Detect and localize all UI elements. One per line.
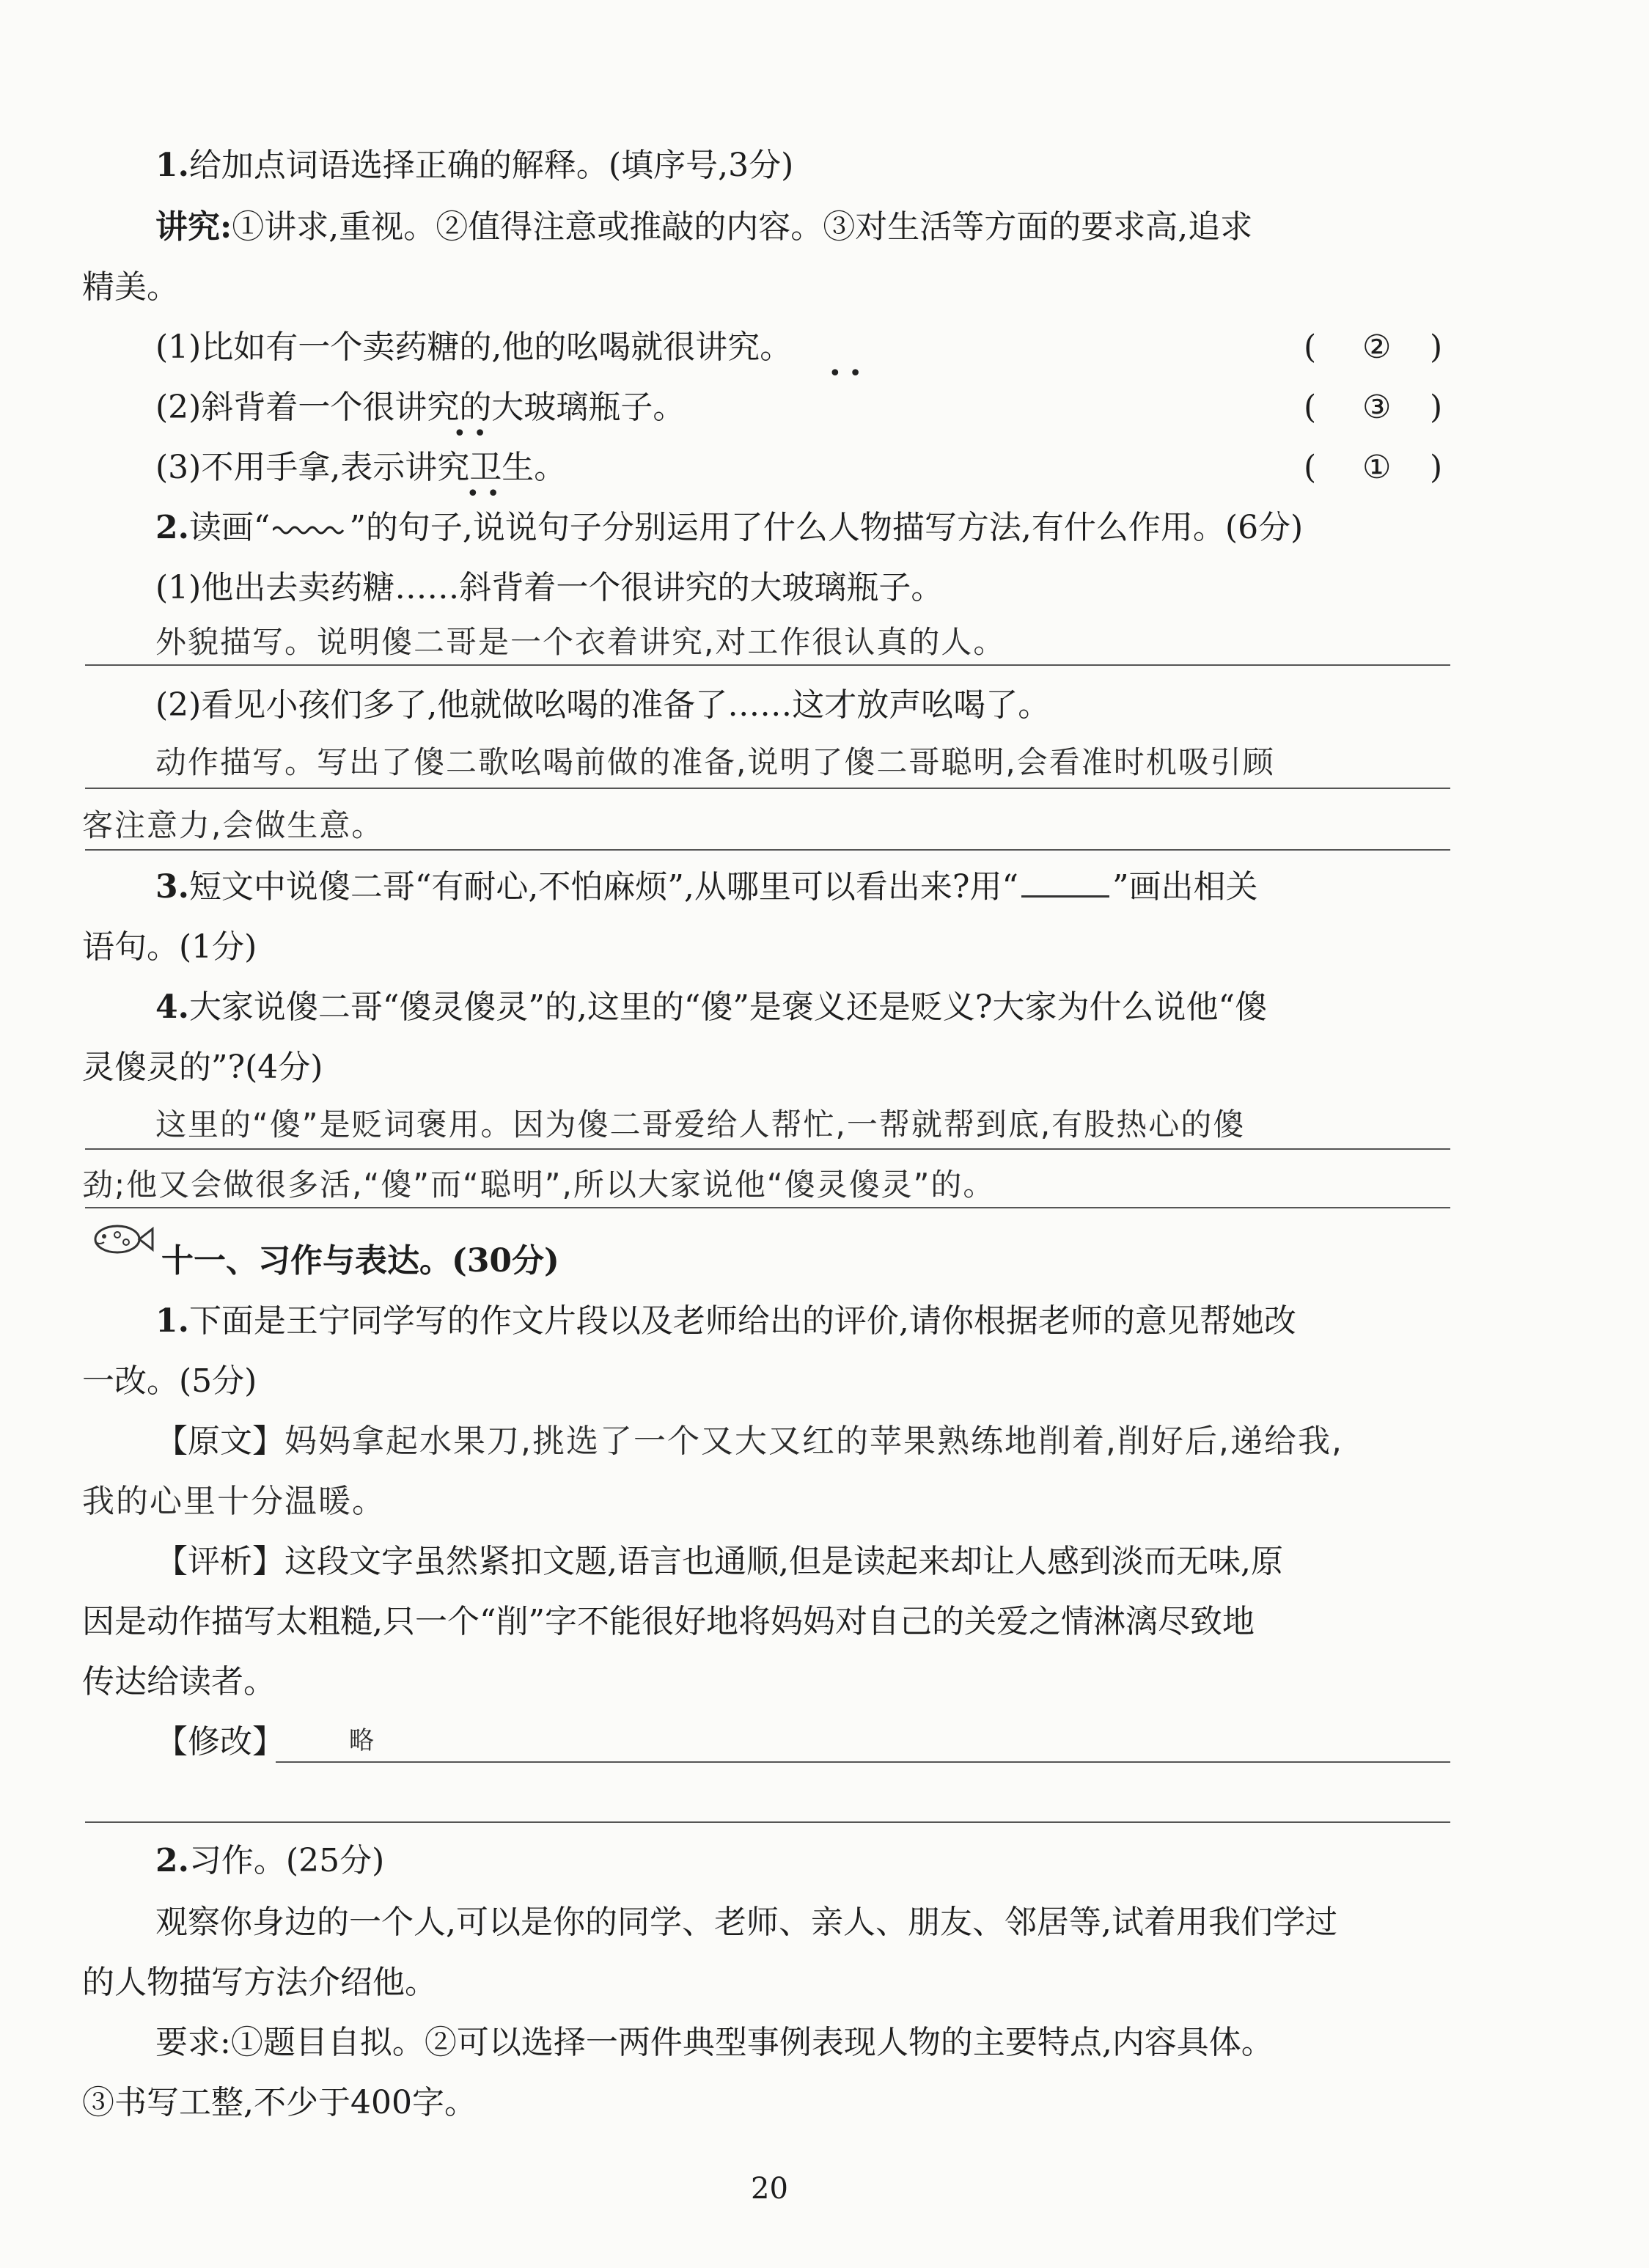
answer-line: [85, 1207, 1450, 1208]
original-text-line1: [155, 1420, 1343, 1464]
q1-text: 给加点词语选择正确的解释。(填序号,3分): [188, 147, 794, 184]
q2-heading: [155, 506, 1303, 550]
emphasis-dots-1: ••: [829, 361, 870, 386]
s11-q1-line1: [155, 1299, 1296, 1343]
def-label: 讲究:: [155, 208, 232, 246]
q4-text: 大家说傻二哥“傻灵傻灵”的,这里的“傻”是褒义还是贬义?大家为什么说他“傻: [188, 988, 1267, 1026]
s11-q2-line1: 观察你身边的一个人,可以是你的同学、老师、亲人、朋友、邻居等,试着用我们学过: [155, 1904, 1337, 1941]
answer-line: [85, 1148, 1450, 1150]
s11-q1-text: 下面是王宁同学写的作文片段以及老师给出的评价,请你根据老师的意见帮她改: [188, 1302, 1296, 1340]
q2-text-before: 读画“: [188, 509, 271, 546]
q1-definition: [155, 205, 1252, 249]
q3-number: 3.: [155, 868, 189, 906]
q1-item-1-paren-open: (: [1304, 329, 1317, 366]
page-number: 20: [751, 2172, 788, 2206]
modification-answer: 略: [349, 1726, 375, 1755]
evaluation-label: 【评析】: [155, 1543, 284, 1580]
evaluation-text: 这段文字虽然紧扣文题,语言也通顺,但是读起来却让人感到淡而无味,原: [284, 1543, 1283, 1580]
emphasis-dots-3: ••: [466, 481, 507, 507]
q1-item-3-answer: ①: [1362, 449, 1392, 486]
q1-item-2-answer: ③: [1362, 389, 1392, 426]
q1-item-1-paren-close: ): [1430, 329, 1443, 366]
straight-underline-mark: [1021, 866, 1109, 898]
q4-number: 4.: [155, 988, 189, 1026]
q3-line2: 语句。(1分): [82, 928, 257, 966]
q2-text-after: ”的句子,说说句子分别运用了什么人物描写方法,有什么作用。(6分): [349, 509, 1304, 546]
requirements-line2: ③书写工整,不少于400字。: [82, 2084, 477, 2121]
q1-item-2: (2)斜背着一个很讲究的大玻璃瓶子。: [155, 389, 686, 426]
q2-answer-1: 外貌描写。说明傻二哥是一个衣着讲究,对工作很认真的人。: [155, 624, 1006, 660]
answer-line: [85, 664, 1450, 666]
q1-number: 1.: [155, 147, 189, 184]
s11-q2-line2: 的人物描写方法介绍他。: [82, 1964, 437, 2001]
q2-answer-2-line1: 动作描写。写出了傻二歌吆喝前做的准备,说明了傻二哥聪明,会看准时机吸引顾: [155, 744, 1275, 780]
original-text-line2: 我的心里十分温暖。: [82, 1483, 386, 1520]
s11-q2-number: 2.: [155, 1842, 189, 1879]
evaluation-line2: 因是动作描写太粗糙,只一个“削”字不能很好地将妈妈对自己的关爱之情淋漓尽致地: [82, 1603, 1255, 1640]
original-text: 妈妈拿起水果刀,挑选了一个又大又红的苹果熟练地削着,削好后,递给我,: [284, 1423, 1343, 1460]
s11-q2-title: 习作。(25分): [188, 1842, 385, 1879]
q4-answer-line1: 这里的“傻”是贬词褒用。因为傻二哥爱给人帮忙,一帮就帮到底,有股热心的傻: [155, 1107, 1246, 1142]
q4-line1: [155, 986, 1267, 1030]
q1-item-3-paren-open: (: [1304, 449, 1317, 486]
q2-number: 2.: [155, 509, 189, 546]
answer-line: [85, 849, 1450, 851]
modification-label: 【修改】: [155, 1723, 284, 1761]
answer-line: [276, 1761, 1450, 1763]
answer-line: [85, 788, 1450, 789]
q1-heading: [155, 144, 793, 188]
q1-item-3-paren-close: ): [1430, 449, 1443, 486]
q3-text-after: ”画出相关: [1112, 868, 1258, 906]
q1-item-1: (1)比如有一个卖药糖的,他的吆喝就很讲究。: [155, 329, 793, 366]
q2-sentence-2: (2)看见小孩们多了,他就做吆喝的准备了……这才放声吆喝了。: [155, 686, 1051, 724]
q4-answer-line2: 劲;他又会做很多活,“傻”而“聪明”,所以大家说他“傻灵傻灵”的。: [82, 1167, 996, 1203]
s11-q1-number: 1.: [155, 1302, 189, 1340]
q1-item-2-paren-open: (: [1304, 389, 1317, 426]
wavy-underline-mark: [273, 524, 346, 536]
q1-item-1-answer: ②: [1362, 329, 1392, 366]
section-11-title: 十一、习作与表达。(30分): [161, 1242, 559, 1280]
q2-sentence-1: (1)他出去卖药糖……斜背着一个很讲究的大玻璃瓶子。: [155, 569, 944, 606]
def-line1: ①讲求,重视。②值得注意或推敲的内容。③对生活等方面的要求高,追求: [232, 208, 1253, 246]
q3-line1: [155, 865, 1257, 909]
fish-icon: [82, 1217, 155, 1261]
q4-line2: 灵傻灵的”?(4分): [82, 1049, 323, 1086]
answer-line: [85, 1821, 1450, 1823]
q1-item-3: (3)不用手拿,表示讲究卫生。: [155, 449, 567, 486]
s11-q1-line2: 一改。(5分): [82, 1362, 257, 1400]
q3-text-before: 短文中说傻二哥“有耐心,不怕麻烦”,从哪里可以看出来?用“: [188, 868, 1018, 906]
s11-q2-heading: [155, 1839, 384, 1883]
q2-answer-2-line2: 客注意力,会做生意。: [82, 807, 384, 843]
original-label: 【原文】: [155, 1423, 284, 1460]
q1-item-2-paren-close: ): [1430, 389, 1443, 426]
evaluation-line3: 传达给读者。: [82, 1663, 276, 1700]
emphasis-dots-2: ••: [453, 421, 494, 447]
def-line2: 精美。: [82, 268, 179, 306]
requirements-line1: 要求:①题目自拟。②可以选择一两件典型事例表现人物的主要特点,内容具体。: [155, 2024, 1274, 2061]
evaluation-line1: [155, 1540, 1283, 1584]
